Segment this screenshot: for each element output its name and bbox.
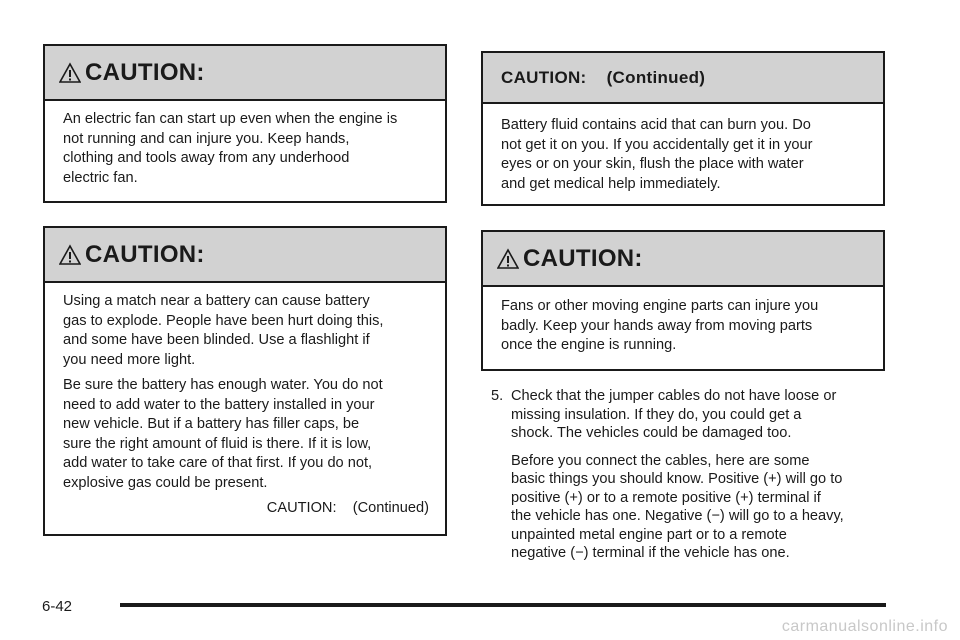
step-line: missing insulation. If they do, you could get a [511,406,802,423]
page-number: 6-42 [42,598,73,615]
caution-body [483,104,883,194]
caution-line: Fans or other moving engine parts can injure you [501,298,819,314]
caution-line: you need more light. [63,351,196,368]
warning-triangle-icon [59,244,81,266]
caution-line: new vehicle. But if a battery has filler caps, be [63,416,360,432]
caution-box-continued [481,51,885,206]
caution-body [483,287,883,356]
warning-triangle-icon [497,248,519,270]
caution-line: add water to take care of that first. If you do not, [63,455,373,471]
caution-line: eyes or on your skin, flush the place with water [501,156,804,172]
caution-line: badly. Keep your hands away from moving parts [501,317,813,334]
caution-body [45,283,445,519]
caution-header [45,228,445,283]
caution-line: An electric fan can start up even when the engine is [63,111,398,127]
caution-header [45,46,445,101]
step-line: unpainted metal engine part or to a remote [511,526,787,543]
caution-heading: CAUTION: [85,58,205,86]
caution-line: Battery fluid contains acid that can burn you. Do [501,117,811,133]
caution-continued-note: CAUTION: (Continued) [266,500,429,516]
caution-line: clothing and tools away from any underhood [63,150,350,166]
step-line: shock. The vehicles could be damaged too. [511,425,792,441]
caution-line: Using a match near a battery can cause battery [63,293,370,309]
caution-heading: CAUTION: [523,244,643,272]
caution-line: not running and can injure you. Keep hands, [63,130,350,147]
caution-box-moving-parts [481,230,885,371]
caution-line: electric fan. [63,169,138,186]
step-5 [491,387,891,563]
caution-line: explosive gas could be present. [63,474,268,491]
step-line: Check that the jumper cables do not have loose or [511,388,837,404]
caution-header [483,232,883,287]
caution-line: Be sure the battery has enough water. You do not [63,377,383,393]
step-line: negative (−) terminal if the vehicle has one. [511,545,790,561]
step-number: 5. [491,388,504,404]
caution-body [45,101,445,188]
caution-heading: CAUTION: (Continued) [501,67,706,87]
caution-header [483,53,883,104]
caution-line: sure the right amount of fluid is there. If it is low, [63,435,372,452]
step-line: the vehicle has one. Negative (−) will go to a heavy, [511,508,844,524]
caution-line: and get medical help immediately. [501,175,721,192]
caution-heading: CAUTION: [85,240,205,268]
caution-box-fan [43,44,447,203]
step-line: Before you connect the cables, here are some [511,452,810,469]
caution-line: need to add water to the battery installed in your [63,396,375,413]
caution-line: gas to explode. People have been hurt doing this, [63,312,384,329]
step-line: basic things you should know. Positive (+) will go to [511,471,843,487]
footer-rule [120,603,886,607]
caution-line: once the engine is running. [501,337,677,353]
caution-line: not get it on you. If you accidentally get it in your [501,136,813,153]
caution-box-battery-gas [43,226,447,536]
watermark: carmanualsonline.info [781,618,948,635]
step-line: positive (+) or to a remote positive (+) terminal if [511,489,821,506]
warning-triangle-icon [59,62,81,84]
caution-line: and some have been blinded. Use a flashlight if [63,332,370,348]
